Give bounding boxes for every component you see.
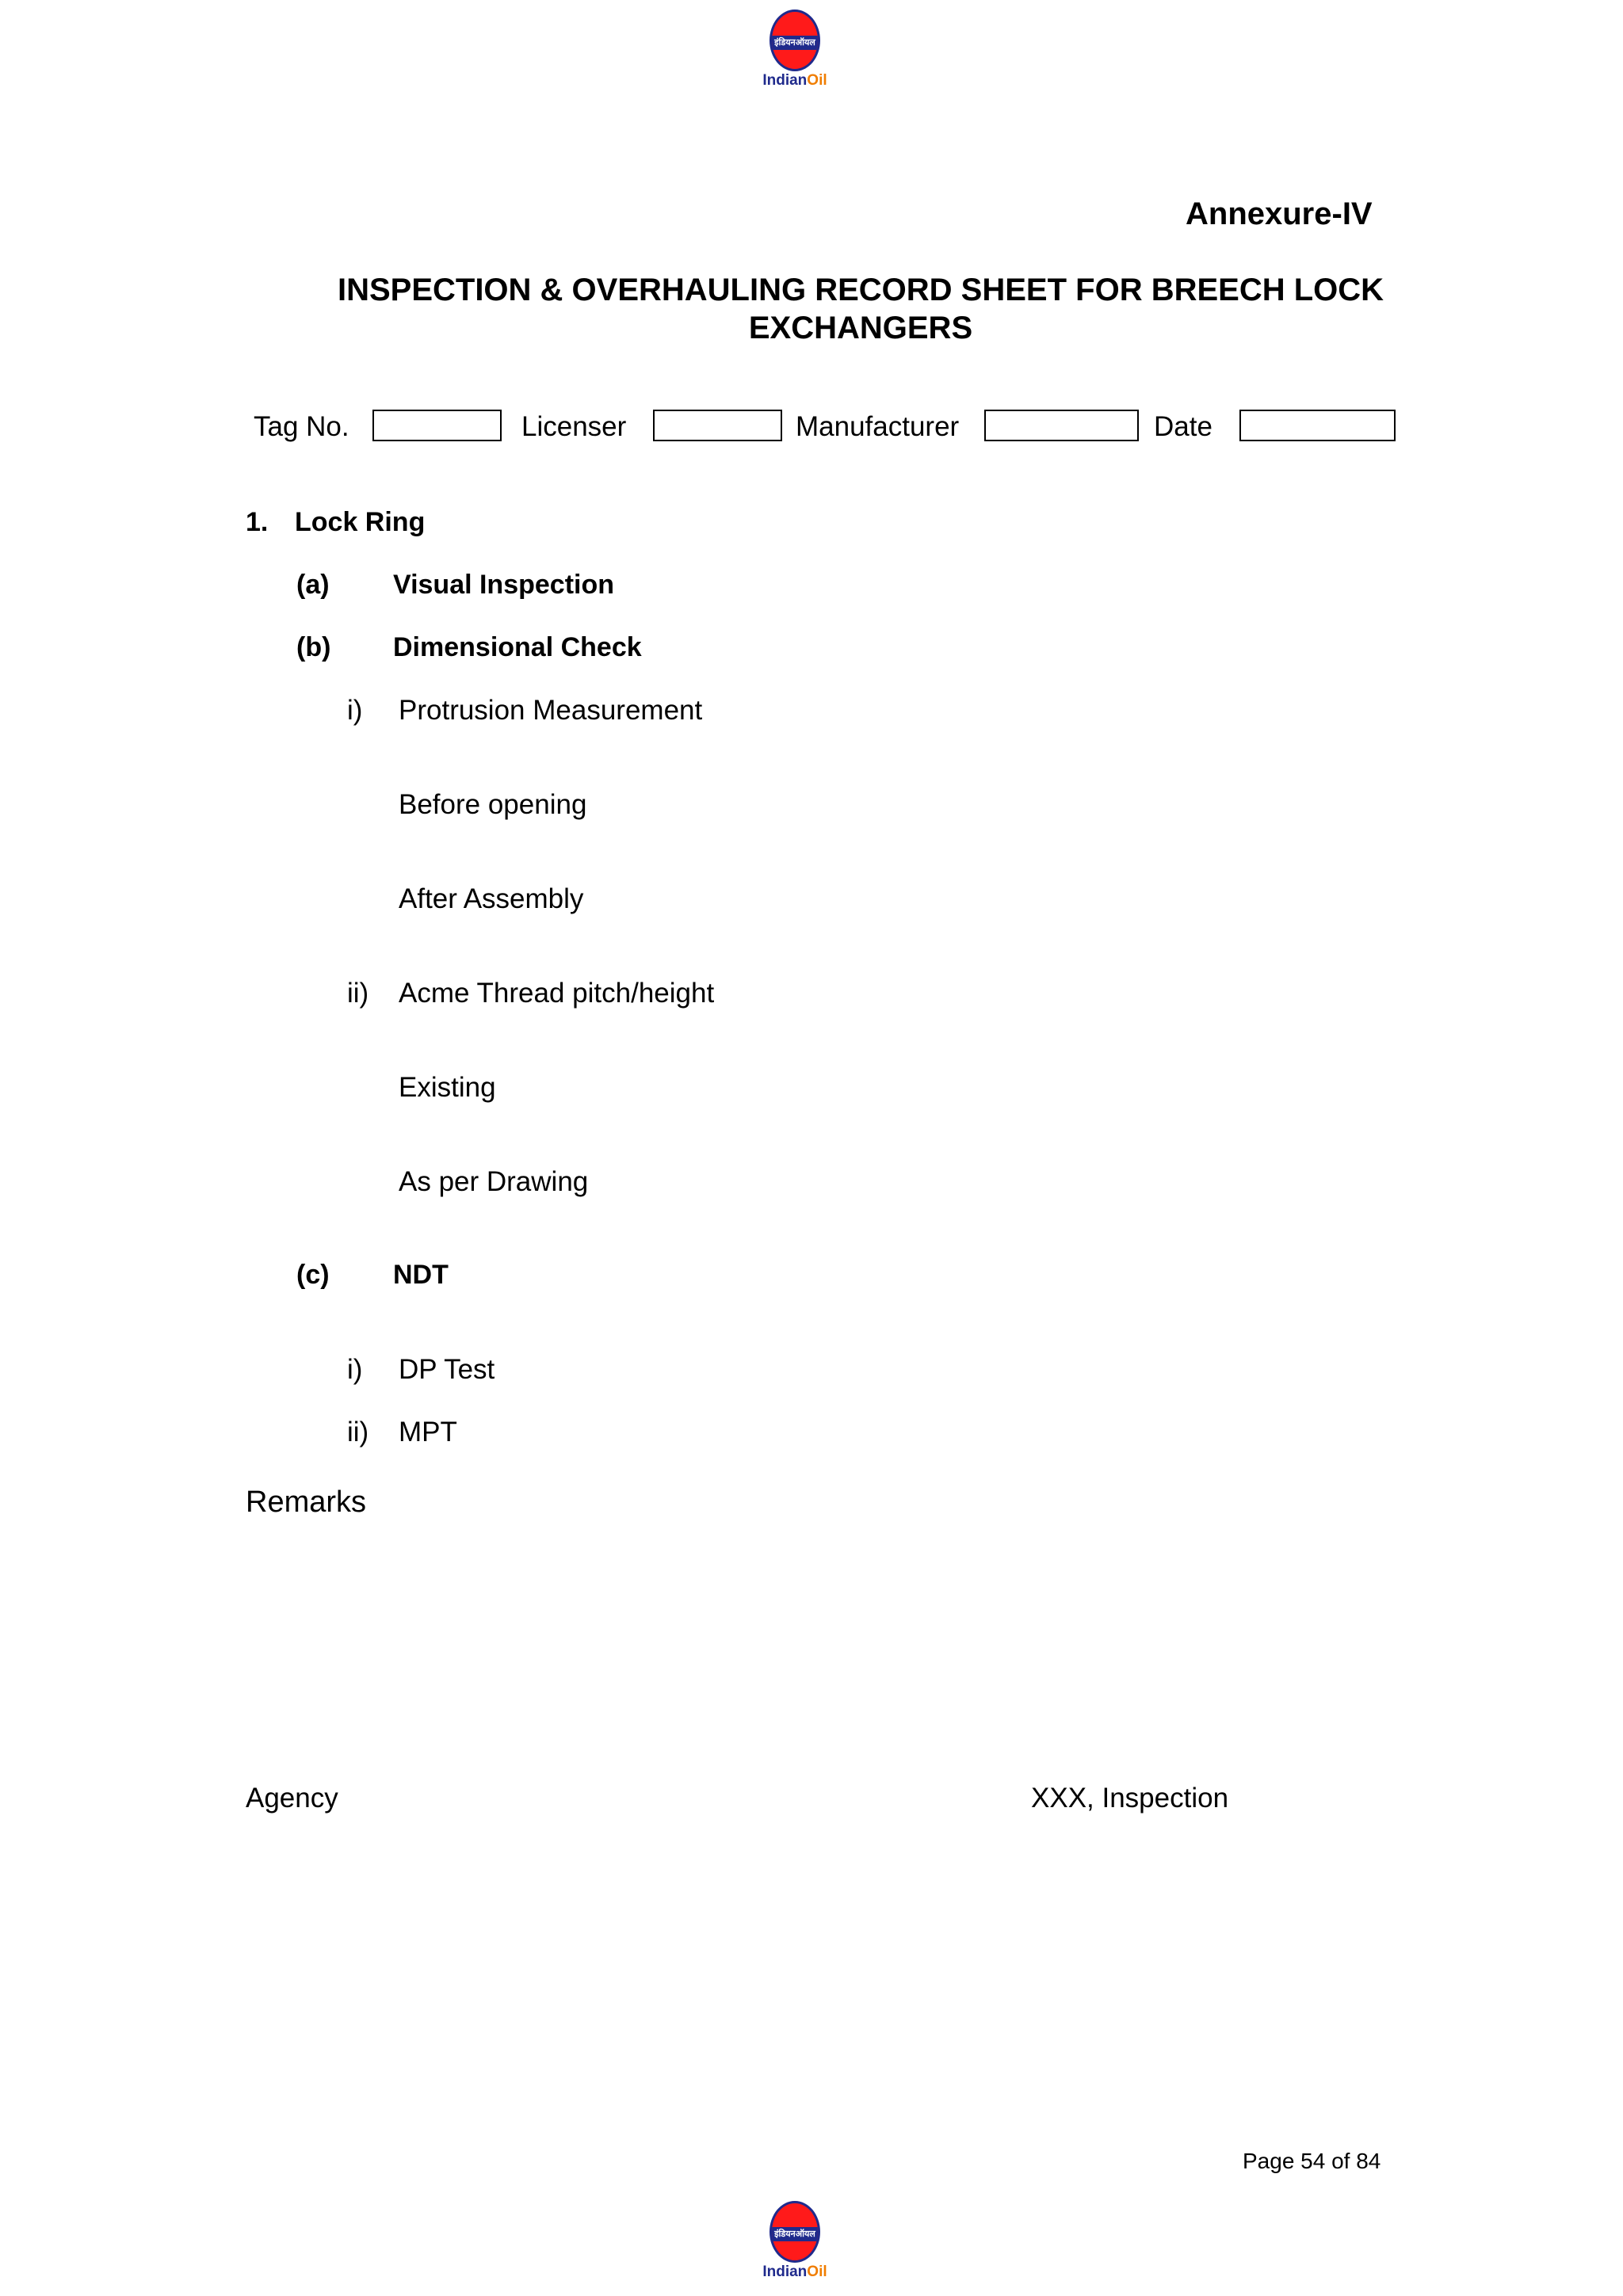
logo-word-indian: Indian	[762, 2264, 808, 2280]
logo-wordmark	[747, 2264, 842, 2280]
licenser-field[interactable]	[653, 410, 782, 441]
date-label: Date	[1154, 411, 1212, 442]
item-b-ii-sub2: As per Drawing	[399, 1166, 589, 1197]
page-number: Page 54 of 84	[1243, 2149, 1381, 2173]
item-b-ii-title: Acme Thread pitch/height	[399, 978, 715, 1009]
item-c-marker: (c)	[296, 1260, 330, 1290]
remarks-label: Remarks	[246, 1486, 367, 1519]
logo-band-text: इंडियनऑयल	[772, 2227, 818, 2241]
indianoil-logo-top	[747, 10, 842, 89]
manufacturer-label: Manufacturer	[796, 411, 960, 442]
item-b-i-marker: i)	[347, 695, 363, 726]
item-b-i-sub1: Before opening	[399, 789, 587, 820]
item-c-i-title: DP Test	[399, 1354, 495, 1385]
logo-emblem-icon	[769, 10, 820, 71]
item-a-title: Visual Inspection	[393, 570, 615, 600]
manufacturer-field[interactable]	[984, 410, 1139, 441]
indianoil-logo-bottom	[747, 2201, 842, 2280]
item-b-i-sub2: After Assembly	[399, 883, 584, 914]
page-title: INSPECTION & OVERHAULING RECORD SHEET FOR BREECH LOCK EXCHANGERS	[337, 273, 1384, 345]
inspection-signature-label: XXX, Inspection	[1031, 1783, 1229, 1814]
logo-wordmark	[747, 73, 842, 89]
date-field[interactable]	[1239, 410, 1396, 441]
item-b-title: Dimensional Check	[393, 632, 642, 662]
logo-word-oil: Oil	[807, 2264, 827, 2280]
logo-word-indian: Indian	[762, 72, 808, 89]
section-1-number: 1.	[246, 507, 269, 537]
logo-band-text: इंडियनऑयल	[772, 36, 818, 50]
item-c-i-marker: i)	[347, 1354, 363, 1385]
annexure-label: Annexure-IV	[1186, 196, 1373, 231]
item-b-i-title: Protrusion Measurement	[399, 695, 703, 726]
item-b-ii-sub1: Existing	[399, 1072, 496, 1103]
agency-signature-label: Agency	[246, 1783, 338, 1814]
tag-no-label: Tag No.	[254, 411, 349, 442]
licenser-label: Licenser	[521, 411, 627, 442]
section-1-title: Lock Ring	[295, 507, 426, 537]
logo-emblem-icon	[769, 2201, 820, 2263]
tag-no-field[interactable]	[372, 410, 502, 441]
item-c-ii-marker: ii)	[347, 1417, 369, 1447]
item-c-title: NDT	[393, 1260, 449, 1290]
item-b-marker: (b)	[296, 632, 331, 662]
logo-word-oil: Oil	[807, 72, 827, 89]
item-c-ii-title: MPT	[399, 1417, 457, 1447]
item-b-ii-marker: ii)	[347, 978, 369, 1009]
item-a-marker: (a)	[296, 570, 330, 600]
